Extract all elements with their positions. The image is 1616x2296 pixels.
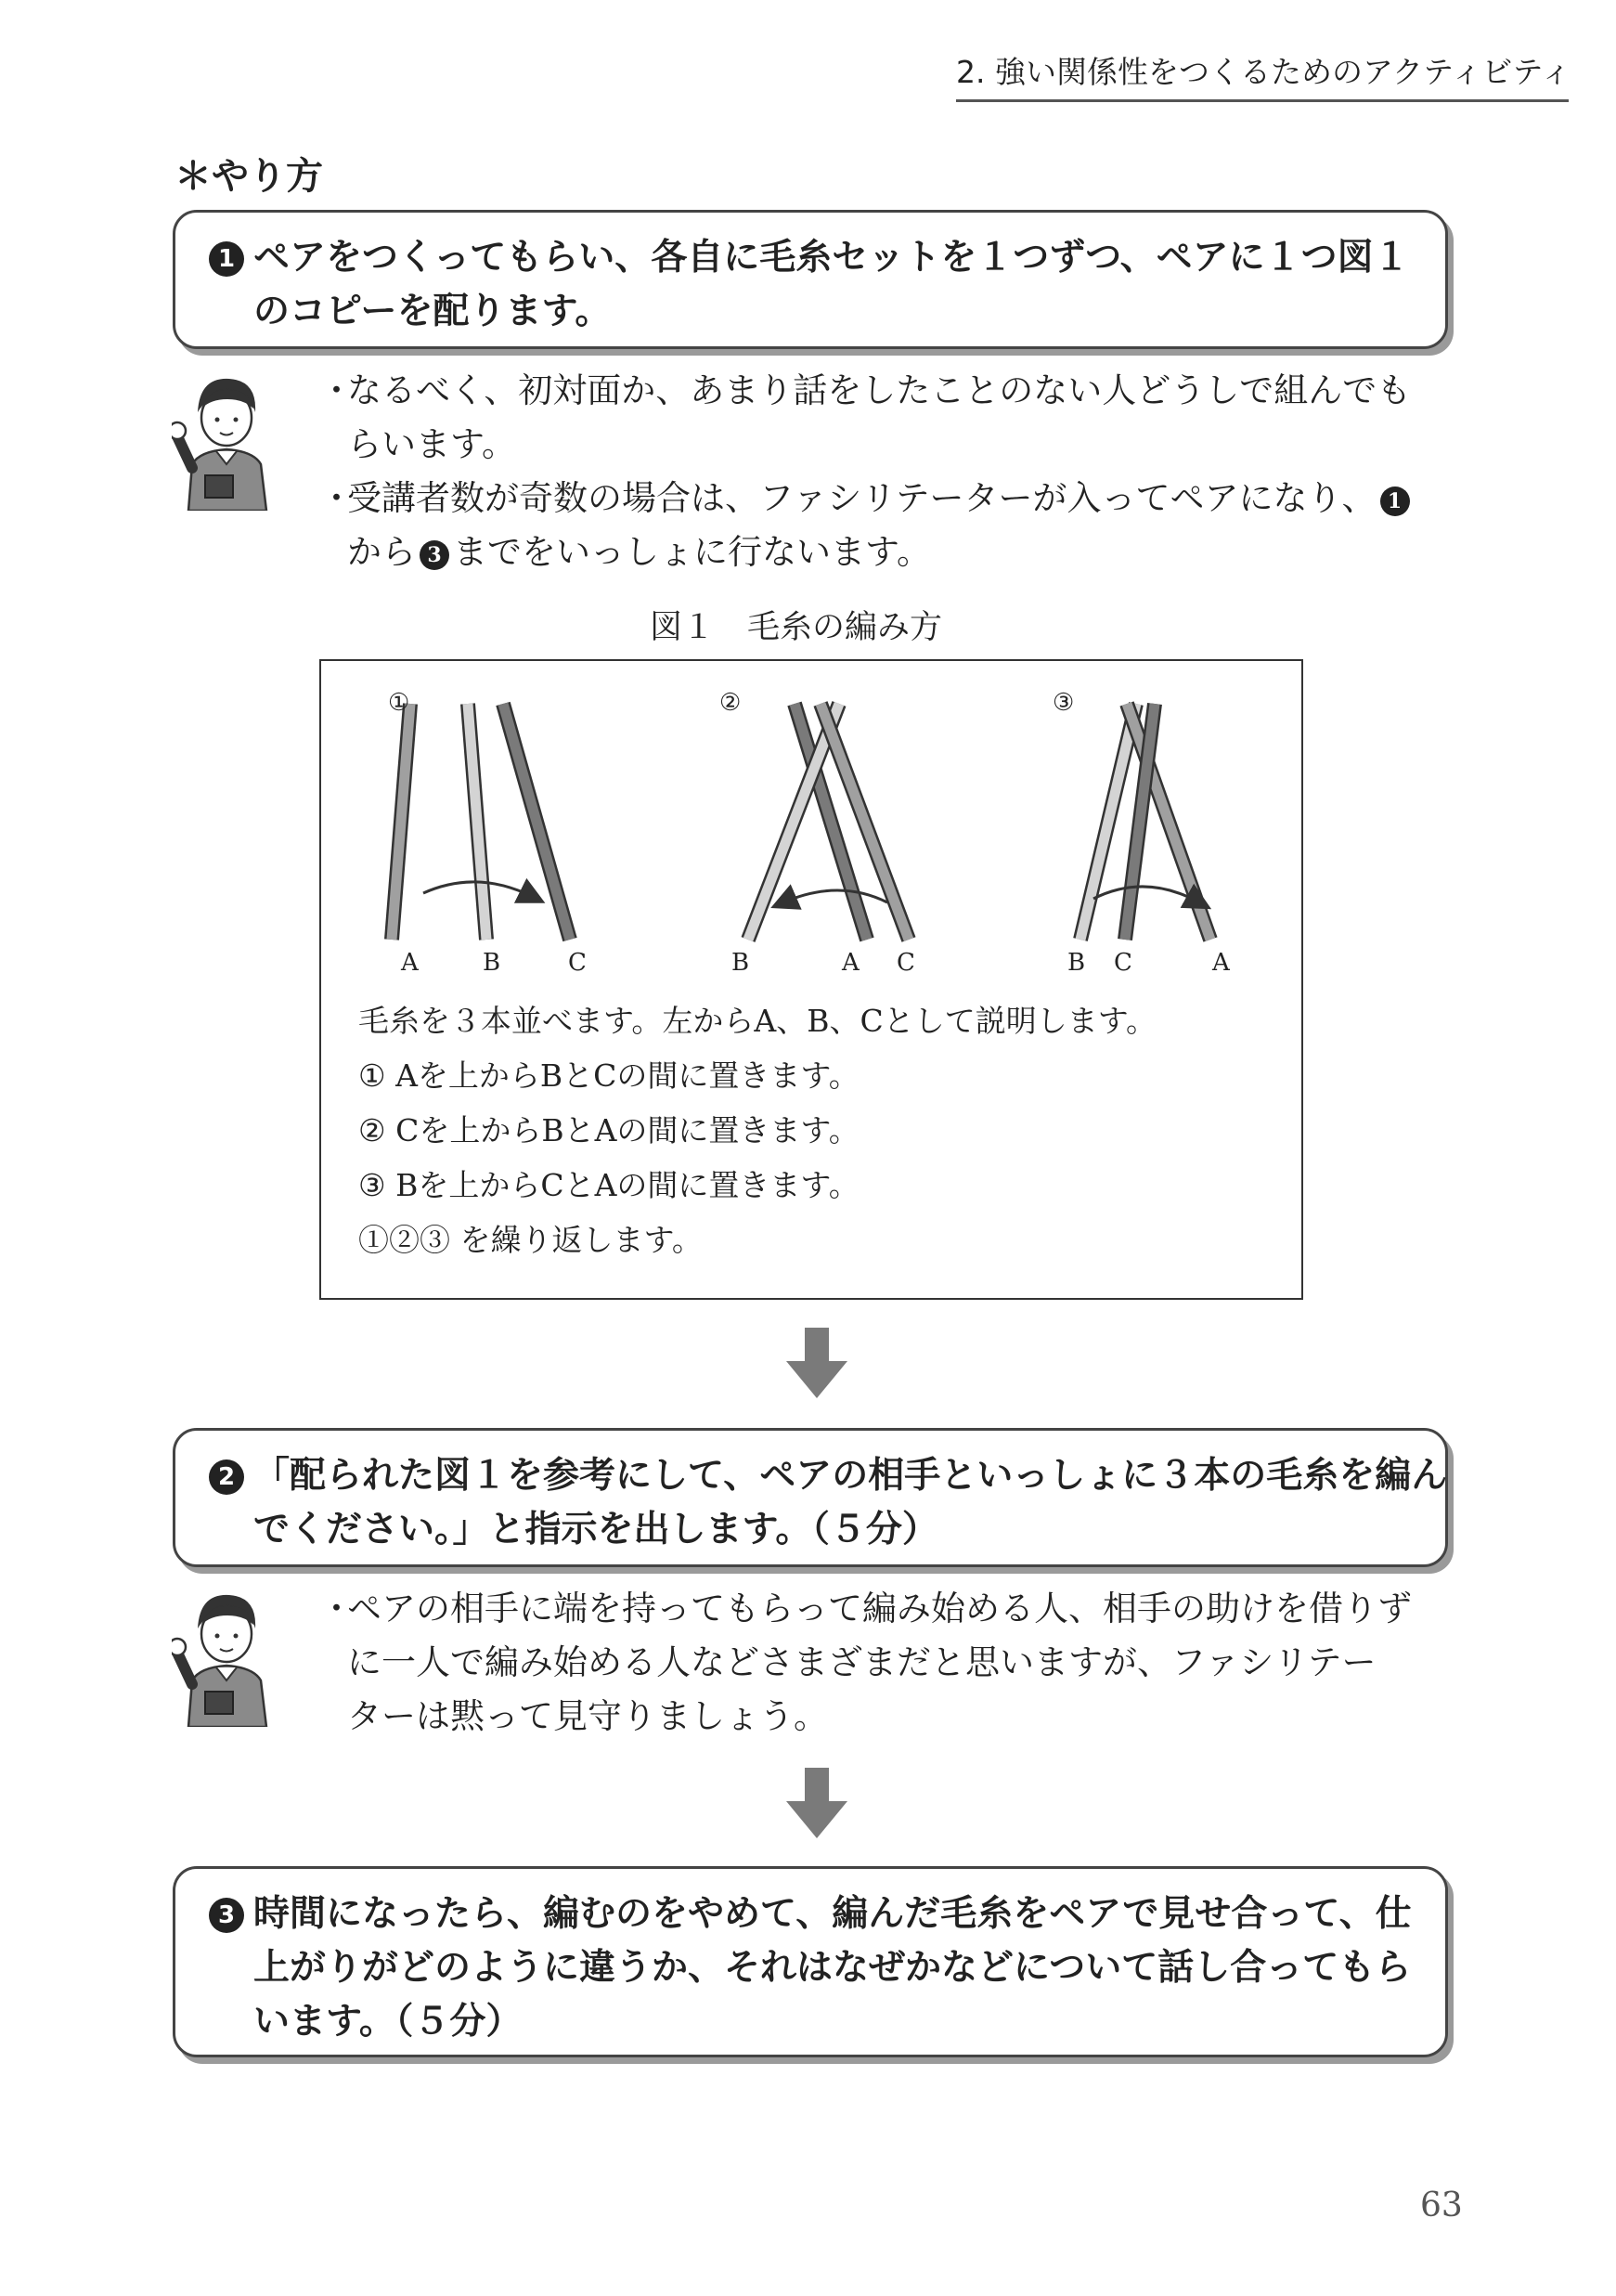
page-number: 63 bbox=[1420, 2186, 1463, 2225]
panel-label-3: ③ bbox=[1053, 689, 1075, 717]
step-3-number: 3 bbox=[209, 1898, 244, 1933]
step-2-line-2: でください。」と指示を出します。（５分） bbox=[253, 1509, 938, 1550]
step-2-line-1: 2 「配られた図１を参考にして、ペアの相手といっしょに３本の毛糸を編ん bbox=[209, 1449, 1408, 1503]
section-title: ＊やり方 bbox=[175, 155, 323, 198]
strand-label: C bbox=[897, 949, 915, 977]
braid-diagram bbox=[319, 659, 1303, 993]
figure-line-2: ① Aを上からBとCの間に置きます。 bbox=[358, 1057, 860, 1094]
step-1-line-1: 1 ペアをつくってもらい、各自に毛糸セットを１つずつ、ペアに１つ図１ bbox=[209, 231, 1408, 285]
braid-panel-3 bbox=[1080, 704, 1210, 940]
braid-panel-1 bbox=[392, 704, 570, 940]
strand-label: C bbox=[1114, 949, 1132, 977]
note-3-line-2: に一人で編み始める人などさまざまだと思いますが、ファシリテー bbox=[347, 1642, 1377, 1682]
step-3-line-1: 3 時間になったら、編むのをやめて、編んだ毛糸をペアで見せ合って、仕 bbox=[209, 1887, 1408, 1941]
strand-label: B bbox=[1067, 949, 1086, 977]
note-2-line-2: から 3 までをいっしょに行ないます。 bbox=[347, 532, 932, 572]
braid-panel-2 bbox=[748, 704, 909, 940]
running-header: 2. 強い関係性をつくるためのアクティビティ bbox=[956, 48, 1569, 102]
notes-1 bbox=[319, 364, 1414, 579]
step-2-box bbox=[173, 1428, 1448, 1567]
figure-title: 図１ 毛糸の編み方 bbox=[650, 609, 943, 646]
strand-label: A bbox=[401, 949, 419, 977]
note-3-line-3: ターは黙って見守りましょう。 bbox=[347, 1696, 828, 1736]
step-1-box bbox=[173, 210, 1448, 349]
down-arrow-icon bbox=[784, 1768, 849, 1842]
step-1-line-2: のコピーを配ります。 bbox=[253, 291, 612, 332]
figure-line-5: ①②③ を繰り返します。 bbox=[358, 1222, 703, 1258]
step-3-line-2: 上がりがどのように違うか、それはなぜかなどについて話し合ってもら bbox=[253, 1947, 1412, 1989]
figure-line-3: ② Cを上からBとAの間に置きます。 bbox=[358, 1112, 860, 1148]
strand-label: B bbox=[483, 949, 501, 977]
note-1-line-1: ・なるべく、初対面か、あまり話をしたことのない人どうしで組んでも bbox=[319, 370, 1412, 410]
step-ref-1: 1 bbox=[1380, 486, 1410, 516]
strand-label: A bbox=[1212, 949, 1230, 977]
note-2-line-1: ・受講者数が奇数の場合は、ファシリテーターが入ってペアになり、 1 bbox=[319, 472, 1414, 525]
notes-2 bbox=[319, 1582, 1412, 1744]
strand-label: C bbox=[568, 949, 587, 977]
step-3-box bbox=[173, 1866, 1448, 2057]
panel-label-2: ② bbox=[719, 689, 742, 717]
step-ref-3: 3 bbox=[420, 540, 449, 570]
figure-line-1: 毛糸を３本並べます。左からA、B、Cとして説明します。 bbox=[358, 1003, 1157, 1039]
facilitator-avatar-icon bbox=[172, 371, 274, 511]
note-3-line-1: ・ペアの相手に端を持ってもらって編み始める人、相手の助けを借りず bbox=[319, 1589, 1412, 1628]
step-1-number: 1 bbox=[209, 241, 244, 277]
note-1-line-2: らいます。 bbox=[347, 424, 517, 464]
figure-line-4: ③ Bを上からCとAの間に置きます。 bbox=[358, 1167, 860, 1203]
panel-label-1: ① bbox=[388, 689, 410, 717]
step-2-number: 2 bbox=[209, 1459, 244, 1495]
down-arrow-icon bbox=[784, 1328, 849, 1402]
step-3-line-3: います。（５分） bbox=[253, 2001, 523, 2043]
strand-label: A bbox=[842, 949, 860, 977]
facilitator-avatar-icon bbox=[172, 1588, 274, 1727]
strand-label: B bbox=[731, 949, 750, 977]
